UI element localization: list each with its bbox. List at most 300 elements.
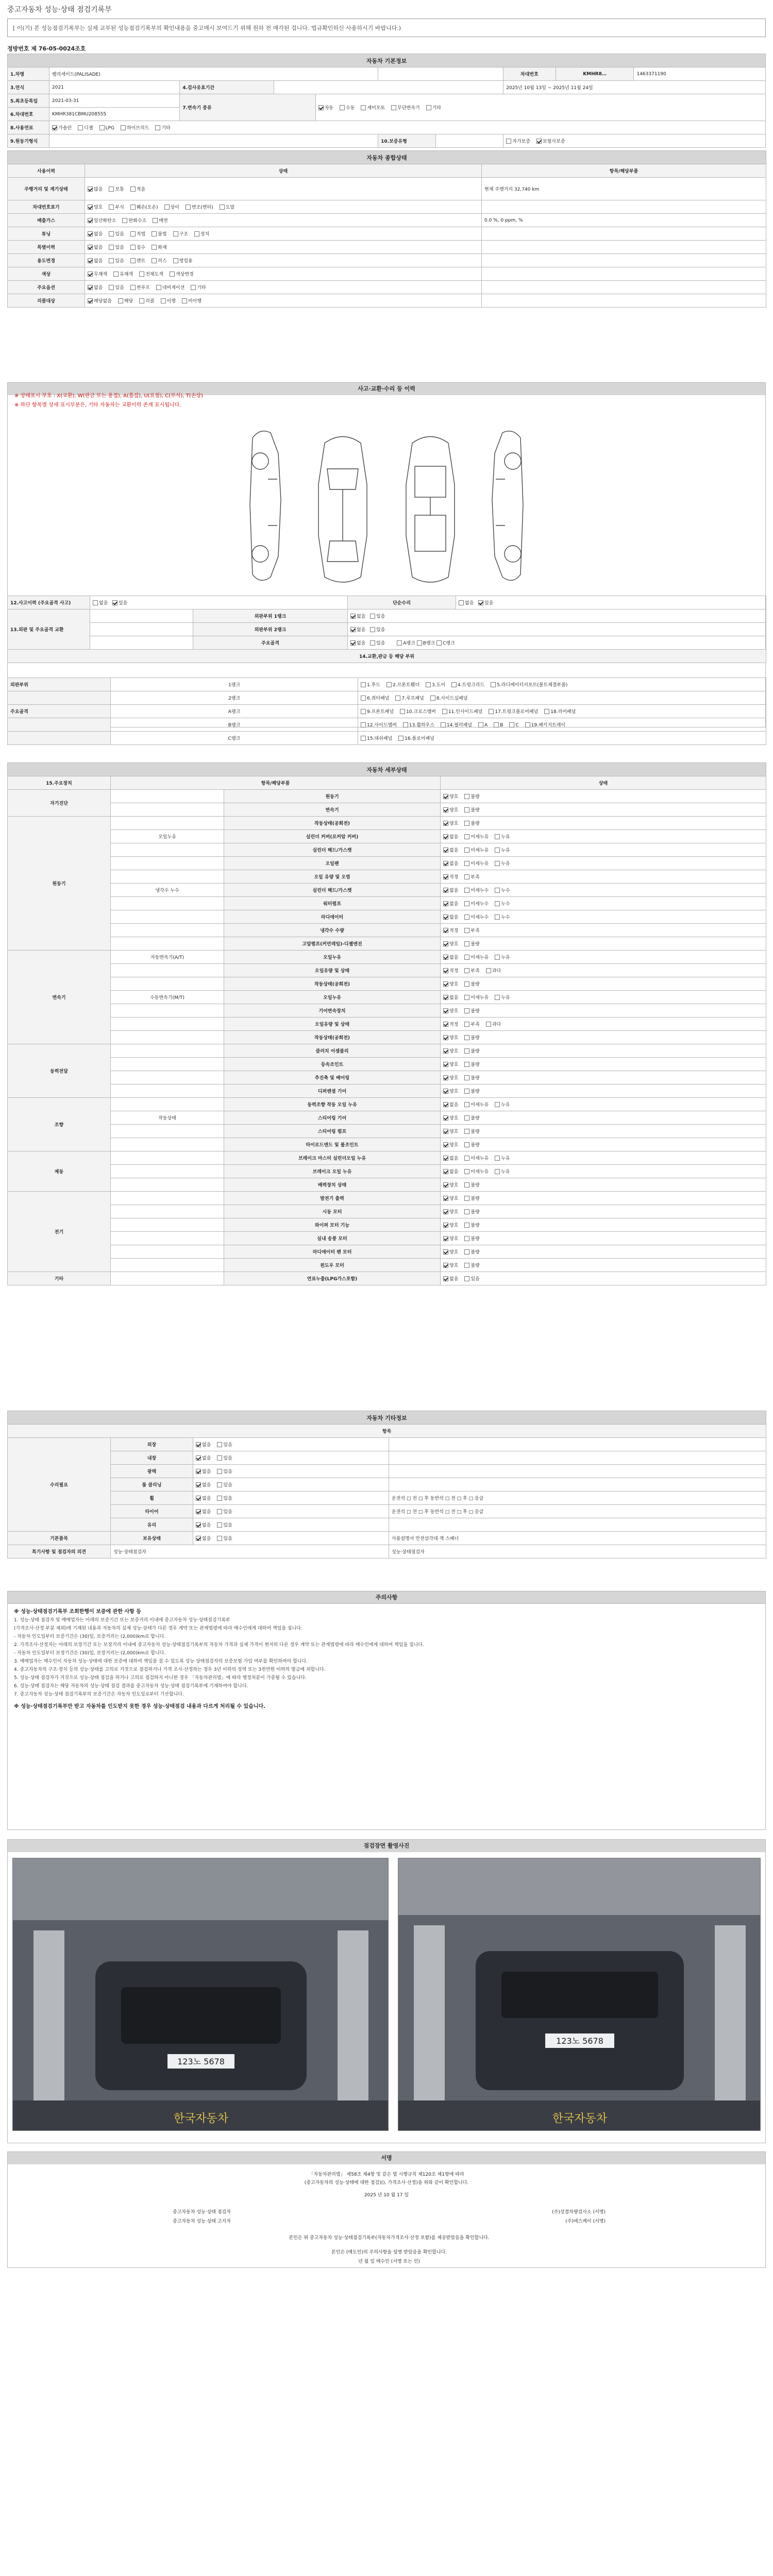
checkbox-icon — [217, 1469, 222, 1474]
general-option: 색상변경 — [170, 270, 194, 277]
detail-sub — [111, 1084, 224, 1098]
detail-option: 불량 — [464, 1141, 479, 1148]
checkbox-icon — [495, 1156, 500, 1161]
detail-option: 불량 — [464, 1047, 479, 1054]
detail-row — [8, 843, 766, 857]
detail-sub — [111, 1151, 224, 1165]
transmission-option: 기타 — [426, 104, 441, 111]
detail-option: 누유 — [495, 994, 510, 1001]
checkbox-icon — [464, 807, 469, 812]
checkbox-icon — [88, 298, 93, 303]
checkbox-icon — [88, 258, 93, 263]
general-option: 있음 — [109, 284, 124, 291]
checkbox-icon — [443, 1048, 448, 1054]
detail-row — [8, 1245, 766, 1259]
general-option: 없음 — [88, 230, 103, 237]
value-vin: KMHR381CBMU208555 — [49, 108, 180, 121]
checkbox-icon — [196, 1469, 201, 1474]
detail-status — [441, 1218, 766, 1232]
detail-option: 양호 — [443, 1088, 458, 1094]
front-brand-text: 한국자동차 — [173, 2112, 229, 2125]
checkbox-icon — [464, 1008, 469, 1013]
other-item: 보유상태 — [111, 1532, 193, 1545]
other-info-table — [7, 1411, 766, 1558]
checkbox-icon — [109, 258, 114, 263]
label-warranty: 10.보증유형 — [378, 134, 435, 148]
other-item: 타이어 — [111, 1505, 193, 1518]
detail-option: 양호 — [443, 940, 458, 947]
detail-item: 시동 모터 — [224, 1205, 441, 1218]
detail-option: 불량 — [464, 1007, 479, 1014]
rear-brand-text: 한국자동차 — [552, 2112, 608, 2125]
other-group: 수리필요 — [8, 1438, 111, 1532]
checkbox-icon — [186, 205, 191, 210]
general-option: 상이 — [164, 204, 179, 210]
detail-sub — [111, 1272, 224, 1285]
detail-item: 클러치 어셈블리 — [224, 1044, 441, 1058]
checkbox-icon — [121, 125, 126, 130]
detail-row — [8, 1125, 766, 1138]
detail-option: 양호 — [443, 806, 458, 813]
detail-option: 누수 — [495, 913, 510, 920]
parts-header: 14.교환,판금 등 해당 부위 — [8, 650, 766, 663]
general-row-options — [85, 294, 482, 308]
detail-item: 윈도우 모터 — [224, 1259, 441, 1272]
detail-status — [441, 884, 766, 897]
other-status — [193, 1465, 389, 1478]
detail-sub — [111, 964, 224, 977]
checkbox-icon — [495, 888, 500, 893]
general-option: 탄화수소 — [122, 217, 146, 224]
detail-item: 고압펌프(커먼레일)-디젤엔진 — [224, 937, 441, 951]
rank-frame: 주요골격 — [193, 636, 348, 650]
checkbox-icon — [464, 1035, 469, 1040]
detail-sub — [111, 897, 224, 910]
general-option: 없음 — [88, 284, 103, 291]
detail-option: 적정 — [443, 873, 458, 880]
detail-row — [8, 884, 766, 897]
detail-status — [441, 870, 766, 884]
checkbox-icon — [122, 218, 127, 223]
general-option: 없음 — [88, 244, 103, 250]
general-option: 해당없음 — [88, 297, 112, 304]
checkbox-icon — [525, 722, 530, 727]
checkbox-icon — [361, 105, 366, 110]
other-extra — [389, 1518, 766, 1532]
detail-status — [441, 924, 766, 937]
panel-option: 8.사이드실패널 — [430, 694, 468, 701]
other-extra — [389, 1465, 766, 1478]
detail-option: 누유 — [495, 860, 510, 867]
checkbox-icon — [109, 187, 114, 192]
checkbox-icon — [443, 861, 448, 866]
detail-row — [8, 1178, 766, 1192]
other-row — [8, 1505, 766, 1518]
other-group: 기본품목 — [8, 1532, 111, 1545]
label-vin: 6.차대번호 — [8, 108, 49, 121]
other-option: 있음 — [217, 1468, 232, 1475]
detail-item: 실린더 헤드/가스켓 — [224, 884, 441, 897]
panel-row — [8, 705, 766, 718]
checkbox-icon — [361, 696, 366, 701]
panel-row — [8, 718, 766, 732]
buyer-sign-line: 년 월 일 매수인 (서명 또는 인) — [358, 2259, 420, 2264]
checkbox-icon — [430, 696, 435, 701]
detail-group: 변속기 — [8, 951, 111, 1044]
note-line: 5. 성능·상태 점검자가 거짓으로 성능·상태 점검을 하거나 고의로 점검하지 아니한 경우 「자동차관리법」에 따라 행정처분이 가중될 수 있습니다. — [14, 1675, 307, 1681]
detail-option: 양호 — [443, 1007, 458, 1014]
front-plate-text: 123노 5678 — [177, 2057, 225, 2066]
detail-status — [441, 964, 766, 977]
panel-option: 9.프론트패널 — [361, 708, 394, 715]
general-option: 화재 — [152, 244, 166, 250]
detail-sub: 작동상태 — [111, 1111, 224, 1125]
detail-status — [441, 991, 766, 1004]
label-first-reg: 5.최초등록일 — [8, 94, 49, 108]
inspector-label: 중고자동차 성능·상태 점검자 — [173, 2210, 231, 2215]
detail-row — [8, 910, 766, 924]
detail-sub — [111, 803, 224, 817]
detail-status — [441, 1245, 766, 1259]
detail-status — [441, 843, 766, 857]
col-usage: 사용이력 — [8, 164, 85, 178]
checkbox-icon — [443, 1209, 448, 1214]
checkbox-icon — [495, 901, 500, 906]
checkbox-icon — [88, 272, 93, 277]
checkbox-icon — [443, 1276, 448, 1281]
checkbox-icon — [495, 1169, 500, 1174]
checkbox-icon — [156, 285, 161, 290]
detail-row — [8, 924, 766, 937]
detail-row — [8, 817, 766, 830]
checkbox-icon — [464, 1062, 469, 1067]
general-state-table — [7, 150, 766, 308]
checkbox-icon — [217, 1455, 222, 1461]
detail-option: 불량 — [464, 1262, 479, 1268]
checkbox-icon — [443, 1142, 448, 1147]
panel-group: 주요골격 — [8, 705, 111, 718]
checkbox-icon — [443, 968, 448, 973]
general-option: 구조 — [173, 230, 188, 237]
detail-row — [8, 1098, 766, 1111]
detail-row — [8, 1259, 766, 1272]
other-option: 없음 — [196, 1454, 211, 1461]
checkbox-icon — [464, 1263, 469, 1268]
checkbox-icon — [464, 1129, 469, 1134]
detail-item: 브레이크 마스터 실린더오일 누유 — [224, 1151, 441, 1165]
checkbox-icon — [464, 1196, 469, 1201]
detail-row — [8, 937, 766, 951]
checkbox-icon — [464, 821, 469, 826]
label-engine-type: 9.원동기형식 — [8, 134, 49, 148]
detail-option: 불량 — [464, 1248, 479, 1255]
other-row — [8, 1478, 766, 1492]
detail-option: 불량 — [464, 1128, 479, 1134]
panel-option: 4.트렁크리드 — [451, 681, 484, 688]
other-item: 룸 클리닝 — [111, 1478, 193, 1492]
checkbox-icon — [443, 1075, 448, 1080]
panel-option: 19.패키지트레이 — [525, 721, 565, 728]
general-row-label: 용도변경 — [8, 254, 85, 267]
warranty-options — [503, 134, 766, 148]
notifier-label: 중고자동차 성능·상태 고지자 — [173, 2219, 231, 2224]
document-title: 중고자동차 성능·상태 점검기록부 — [7, 6, 112, 14]
opinion-b: 성능·상태점검자 — [389, 1545, 766, 1558]
detail-option: 양호 — [443, 1061, 458, 1067]
checkbox-icon — [464, 794, 469, 799]
detail-row — [8, 790, 766, 803]
checkbox-icon — [443, 1115, 448, 1121]
detail-item: 실린더 커버(로커암 커버) — [224, 830, 441, 843]
detail-option: 없음 — [443, 954, 458, 960]
detail-option: 부족 — [464, 873, 479, 880]
detail-option: 적정 — [443, 967, 458, 974]
detail-item: 기어변속장치 — [224, 1004, 441, 1018]
general-row — [8, 241, 766, 254]
general-row-label: 리콜대상 — [8, 294, 85, 308]
note-line: (가격조사·산정 부분 제외)에 기재된 내용과 자동차의 실제 성능·상태가 다른 경우 계약 또는 관계법령에 따라 매수인에게 대하여 책임을 집니다. — [14, 1626, 303, 1631]
vehicle-diagram — [232, 422, 541, 592]
detail-item: 오일유량 및 상태 — [224, 1018, 441, 1031]
detail-option: 누유 — [495, 1101, 510, 1108]
other-status — [193, 1492, 389, 1505]
checkbox-icon — [130, 285, 136, 290]
other-row — [8, 1465, 766, 1478]
checkbox-icon — [217, 1509, 222, 1514]
general-row — [8, 227, 766, 241]
detail-option: 누유 — [495, 833, 510, 840]
detail-group: 자기진단 — [8, 790, 111, 817]
checkbox-icon — [443, 914, 448, 920]
detail-option: 과다 — [486, 1021, 501, 1027]
detail-item: 브레이크 오일 누유 — [224, 1165, 441, 1178]
detail-option: 미세누수 — [464, 900, 489, 907]
opinion-a: 성능·상태점검자 — [111, 1545, 389, 1558]
legend-line-2: ※ 하단 항목별 상세 표시부분은, 기타 자동차는 교환이력 존재 표시됩니다. — [14, 402, 181, 408]
panel-option: 15.대쉬패널 — [361, 735, 392, 741]
detail-sub — [111, 1031, 224, 1044]
detail-option: 없음 — [443, 1275, 458, 1282]
detail-option: 불량 — [464, 793, 479, 800]
general-row-label: 주행거리 및 계기상태 — [8, 178, 85, 200]
detail-option: 양호 — [443, 1235, 458, 1242]
detail-option: 없음 — [443, 994, 458, 1001]
general-row — [8, 200, 766, 214]
detail-row — [8, 1205, 766, 1218]
detail-option: 양호 — [443, 1208, 458, 1215]
checkbox-icon — [443, 1035, 448, 1040]
detail-option: 불량 — [464, 1208, 479, 1215]
detail-item: 등속조인트 — [224, 1058, 441, 1071]
checkbox-icon — [464, 1142, 469, 1147]
other-option: 없음 — [196, 1535, 211, 1541]
detail-option: 양호 — [443, 820, 458, 826]
detail-status — [441, 1192, 766, 1205]
detail-sub — [111, 1058, 224, 1071]
detail-item: 연료누출(LPG가스포함) — [224, 1272, 441, 1285]
checkbox-icon — [443, 888, 448, 893]
fuel-option: LPG — [99, 125, 114, 131]
other-row — [8, 1451, 766, 1465]
general-row — [8, 281, 766, 294]
label-accident: 12.사고이력 (주요골격 사고) — [8, 596, 90, 609]
detail-option: 없음 — [443, 1168, 458, 1175]
general-row-options — [85, 214, 482, 227]
general-option: 훼손(오손) — [130, 204, 158, 210]
accident-table: 12.사고이력 (주요골격 사고) 없음 있음 단순수리 없음 있음 13.외판 및 주요골격 교환 외판부위 1랭크 없음 있음 외판부위 2랭크 없음 있음 주요골격 없음 있음 A랭크 B랭크 C랭크 14.교환,판금 등 해당 부위 — [7, 596, 766, 663]
checkbox-icon — [217, 1482, 222, 1487]
detail-option: 양호 — [443, 1195, 458, 1201]
detail-row — [8, 1058, 766, 1071]
checkbox-icon — [398, 736, 404, 741]
detail-sub — [111, 1004, 224, 1018]
detail-item: 배력장치 상태 — [224, 1178, 441, 1192]
other-info-header: 자동차 기타정보 — [8, 1411, 766, 1425]
fuel-option: 디젤 — [78, 124, 93, 131]
checkbox-icon — [153, 218, 158, 223]
col-status: 상태 — [441, 776, 766, 790]
detail-item: 실내 송풍 모터 — [224, 1232, 441, 1245]
detail-option: 양호 — [443, 1248, 458, 1255]
label-year: 3.연식 — [8, 81, 49, 94]
detail-group: 전기 — [8, 1192, 111, 1272]
note-line: 7. 중고자동차 성능·상태 점검기록부의 보증기간은 자동차 인도일로부터 기산합니다. — [14, 1692, 184, 1697]
other-extra — [389, 1478, 766, 1492]
panel-group: 외판부위 — [8, 678, 111, 691]
checkbox-icon — [196, 1522, 201, 1528]
detail-status — [441, 1031, 766, 1044]
other-option: 없음 — [196, 1468, 211, 1475]
checkbox-icon — [443, 1182, 448, 1188]
general-option: 영업용 — [173, 257, 193, 264]
detail-status — [441, 803, 766, 817]
checkbox-icon — [464, 1209, 469, 1214]
photos-header: 점검장면 촬영사진 — [8, 1840, 765, 1852]
checkbox-icon — [443, 1249, 448, 1255]
panel-option: 1.후드 — [361, 681, 380, 688]
panel-rank: 1랭크 — [111, 678, 358, 691]
checkbox-icon — [164, 205, 170, 210]
checkbox-icon — [495, 848, 500, 853]
checkbox-icon — [464, 1089, 469, 1094]
detail-sub — [111, 1138, 224, 1151]
checkbox-icon — [88, 245, 93, 250]
detail-row — [8, 964, 766, 977]
other-extra — [389, 1451, 766, 1465]
checkbox-icon — [443, 794, 448, 799]
detail-item: 오일누유 — [224, 951, 441, 964]
detail-status — [441, 1044, 766, 1058]
checkbox-icon — [152, 258, 157, 263]
detail-option: 불량 — [464, 1074, 479, 1081]
detail-sub — [111, 1192, 224, 1205]
general-row-value — [482, 227, 766, 241]
detail-option: 부족 — [464, 927, 479, 934]
general-row-options — [85, 281, 482, 294]
fuel-option: 가솔린 — [52, 124, 72, 131]
checkbox-icon — [443, 807, 448, 812]
other-option: 없음 — [196, 1481, 211, 1488]
detail-option: 부족 — [464, 1021, 479, 1027]
checkbox-icon — [464, 1182, 469, 1188]
warranty-option: 자가보증 — [506, 138, 530, 144]
detail-option: 양호 — [443, 1222, 458, 1228]
other-option: 있음 — [217, 1535, 232, 1541]
detail-sub — [111, 1018, 224, 1031]
detail-sub — [111, 1232, 224, 1245]
checkbox-icon — [130, 187, 136, 192]
checkbox-icon — [139, 272, 144, 277]
note-line: 2. 가격조사·산정자는 아래의 보장기간 또는 보장거리 이내에 중고자동차 성능·상태점검기록부의 자동차 가격과 실제 가격이 현저히 다른 경우 계약 또는 관계법령에 따라 매수인에게 대하여 책임을 집니다. — [14, 1642, 424, 1648]
notifier-value: (주)에스케이 (서명) — [565, 2219, 606, 2224]
general-row-options — [85, 227, 482, 241]
detail-status — [441, 1004, 766, 1018]
panel-option: 11.인사이드패널 — [442, 708, 482, 715]
general-option: 부식 — [109, 204, 124, 210]
panel-option: 14.필러패널 — [441, 721, 472, 728]
checkbox-icon — [52, 125, 57, 130]
general-option: 무채색 — [88, 270, 107, 277]
general-row-label: 주요옵션 — [8, 281, 85, 294]
rear-photo — [398, 1858, 761, 2131]
detail-option: 양호 — [443, 793, 458, 800]
label-car-name: 1.차명 — [8, 67, 49, 81]
detail-sub — [111, 937, 224, 951]
label-transmission: 7.변속기 종류 — [180, 94, 315, 121]
signature-section — [7, 2151, 766, 2268]
detail-sub — [111, 924, 224, 937]
general-option: 없음 — [88, 257, 103, 264]
detail-option: 없음 — [443, 846, 458, 853]
checkbox-icon — [217, 1522, 222, 1528]
detail-option: 있음 — [464, 1275, 479, 1282]
detail-sub — [111, 1178, 224, 1192]
panel-option: A — [478, 722, 488, 728]
general-option: 리스 — [152, 257, 166, 264]
checkbox-icon — [464, 995, 469, 1000]
checkbox-icon — [109, 205, 114, 210]
panel-items — [358, 691, 766, 705]
checkbox-icon — [139, 298, 144, 303]
checkbox-icon — [443, 928, 448, 933]
other-row — [8, 1438, 766, 1451]
detail-row — [8, 1031, 766, 1044]
checkbox-icon — [464, 914, 469, 920]
detail-option: 없음 — [443, 1155, 458, 1161]
checkbox-icon — [443, 848, 448, 853]
panel-row — [8, 732, 766, 745]
checkbox-icon — [361, 736, 366, 741]
checkbox-icon — [196, 1482, 201, 1487]
detail-item: 변속기 — [224, 803, 441, 817]
value-inspection-validity: 2025년 10월 13일 ~ 2025년 11월 24일 — [503, 81, 766, 94]
transmission-option: 수동 — [340, 104, 355, 111]
checkbox-icon — [443, 821, 448, 826]
detail-row — [8, 1192, 766, 1205]
detail-option: 양호 — [443, 1181, 458, 1188]
checkbox-icon — [217, 1442, 222, 1447]
checkbox-icon — [464, 955, 469, 960]
detail-group: 동력전달 — [8, 1044, 111, 1098]
detail-row — [8, 1004, 766, 1018]
checkbox-icon — [464, 874, 469, 879]
detail-option: 적정 — [443, 927, 458, 934]
general-state-header: 자동차 종합상태 — [8, 151, 766, 164]
checkbox-icon — [118, 298, 123, 303]
other-item: 광택 — [111, 1465, 193, 1478]
detail-group: 원동기 — [8, 817, 111, 951]
checkbox-icon — [403, 722, 408, 727]
